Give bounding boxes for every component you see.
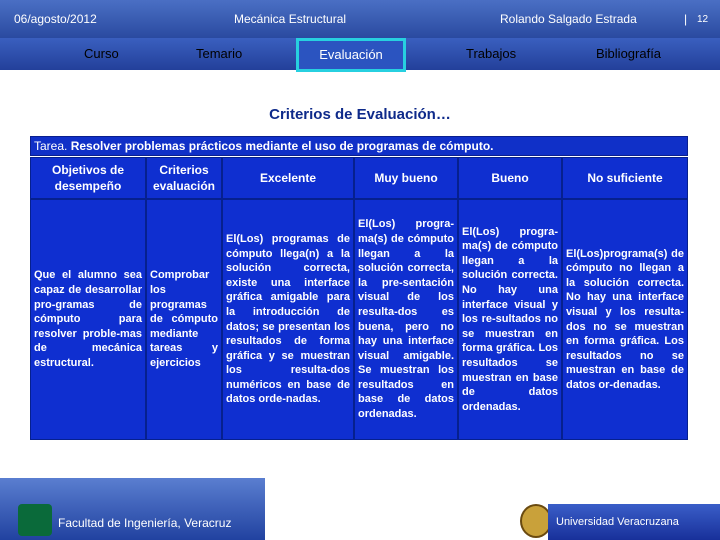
evaluation-table bbox=[30, 157, 688, 440]
header-separator: | bbox=[684, 12, 688, 26]
header-no-suficiente: No suficiente bbox=[562, 157, 688, 199]
cell-objective bbox=[30, 199, 146, 440]
cell-bueno bbox=[458, 199, 562, 440]
cell-muy-bueno bbox=[354, 199, 458, 440]
footer bbox=[0, 478, 720, 540]
footer-right-band bbox=[548, 504, 720, 540]
header-muy-bueno: Muy bueno bbox=[354, 157, 458, 199]
cell-excelente bbox=[222, 199, 354, 440]
university-name: Universidad Veracruzana bbox=[556, 516, 679, 528]
excelente-text: El(Los) programas de cómputo llega(n) a la solución correcta, existe una interface gráfica amigable para la introducción de datos; se presentan los resultados de forma gráfica y se muestran los resulta-dos numéricos en base de datos orde-nadas. bbox=[226, 232, 350, 406]
faculty-name: Facultad de Ingeniería, Veracruz bbox=[58, 516, 232, 530]
header-criterios: Criterios evaluación bbox=[146, 157, 222, 199]
task-prefix: Tarea. bbox=[34, 139, 68, 153]
no-suficiente-text: El(Los)programa(s) de cómputo no llegan a la solución correcta. No hay una interface visual y los resulta-dos no se muestran en forma gráfica. Los resultados no se muestran en base de datos or-denadas. bbox=[566, 247, 684, 391]
header-course: Mecánica Estructural bbox=[234, 12, 347, 26]
nav-item-bibliografia[interactable]: Bibliografía bbox=[596, 46, 662, 61]
nav-item-trabajos[interactable]: Trabajos bbox=[466, 46, 517, 61]
page-title: Criterios de Evaluación… bbox=[269, 106, 451, 123]
header-objetivos: Objetivos de desempeño bbox=[30, 157, 146, 199]
footer-left-band bbox=[0, 478, 265, 540]
header-bar bbox=[0, 0, 720, 38]
page-number: 12 bbox=[697, 14, 709, 25]
nav-item-temario[interactable]: Temario bbox=[196, 46, 243, 61]
muy-bueno-text: El(Los) progra-ma(s) de cómputo llegan a la solución correcta, la pre-sentación visual de los resulta-dos es buena, pero no hay una interface visual amigable. Se muestran los resultados en base de datos ordenadas. bbox=[358, 218, 454, 421]
faculty-logo-icon bbox=[18, 504, 52, 536]
task-text: Resolver problemas prácticos mediante el uso de programas de cómputo. bbox=[67, 139, 494, 153]
nav-item-evaluacion[interactable]: Evaluación bbox=[296, 38, 406, 72]
objective-text: Que el alumno sea capaz de desarrollar pro-gramas de cómputo para resolver proble-mas de mecánica estructural. bbox=[34, 269, 142, 369]
header-bueno: Bueno bbox=[458, 157, 562, 199]
cell-no-suficiente bbox=[562, 199, 688, 440]
criteria-text: Comprobar los programas de cómputo mediante tareas y ejercicios bbox=[150, 269, 218, 369]
header-excelente: Excelente bbox=[222, 157, 354, 199]
task-banner bbox=[30, 136, 688, 156]
header-author: Rolando Salgado Estrada bbox=[500, 12, 637, 26]
cell-criteria bbox=[146, 199, 222, 440]
nav-item-curso[interactable]: Curso bbox=[84, 46, 119, 61]
bueno-text: El(Los) progra-ma(s) de cómputo llegan a la solución correcta. No hay una interface visual y los re-sultados no se muestran en forma gráfica. Los resultados se muestran en base de datos ordenadas. bbox=[462, 225, 558, 413]
header-date: 06/agosto/2012 bbox=[14, 12, 97, 26]
